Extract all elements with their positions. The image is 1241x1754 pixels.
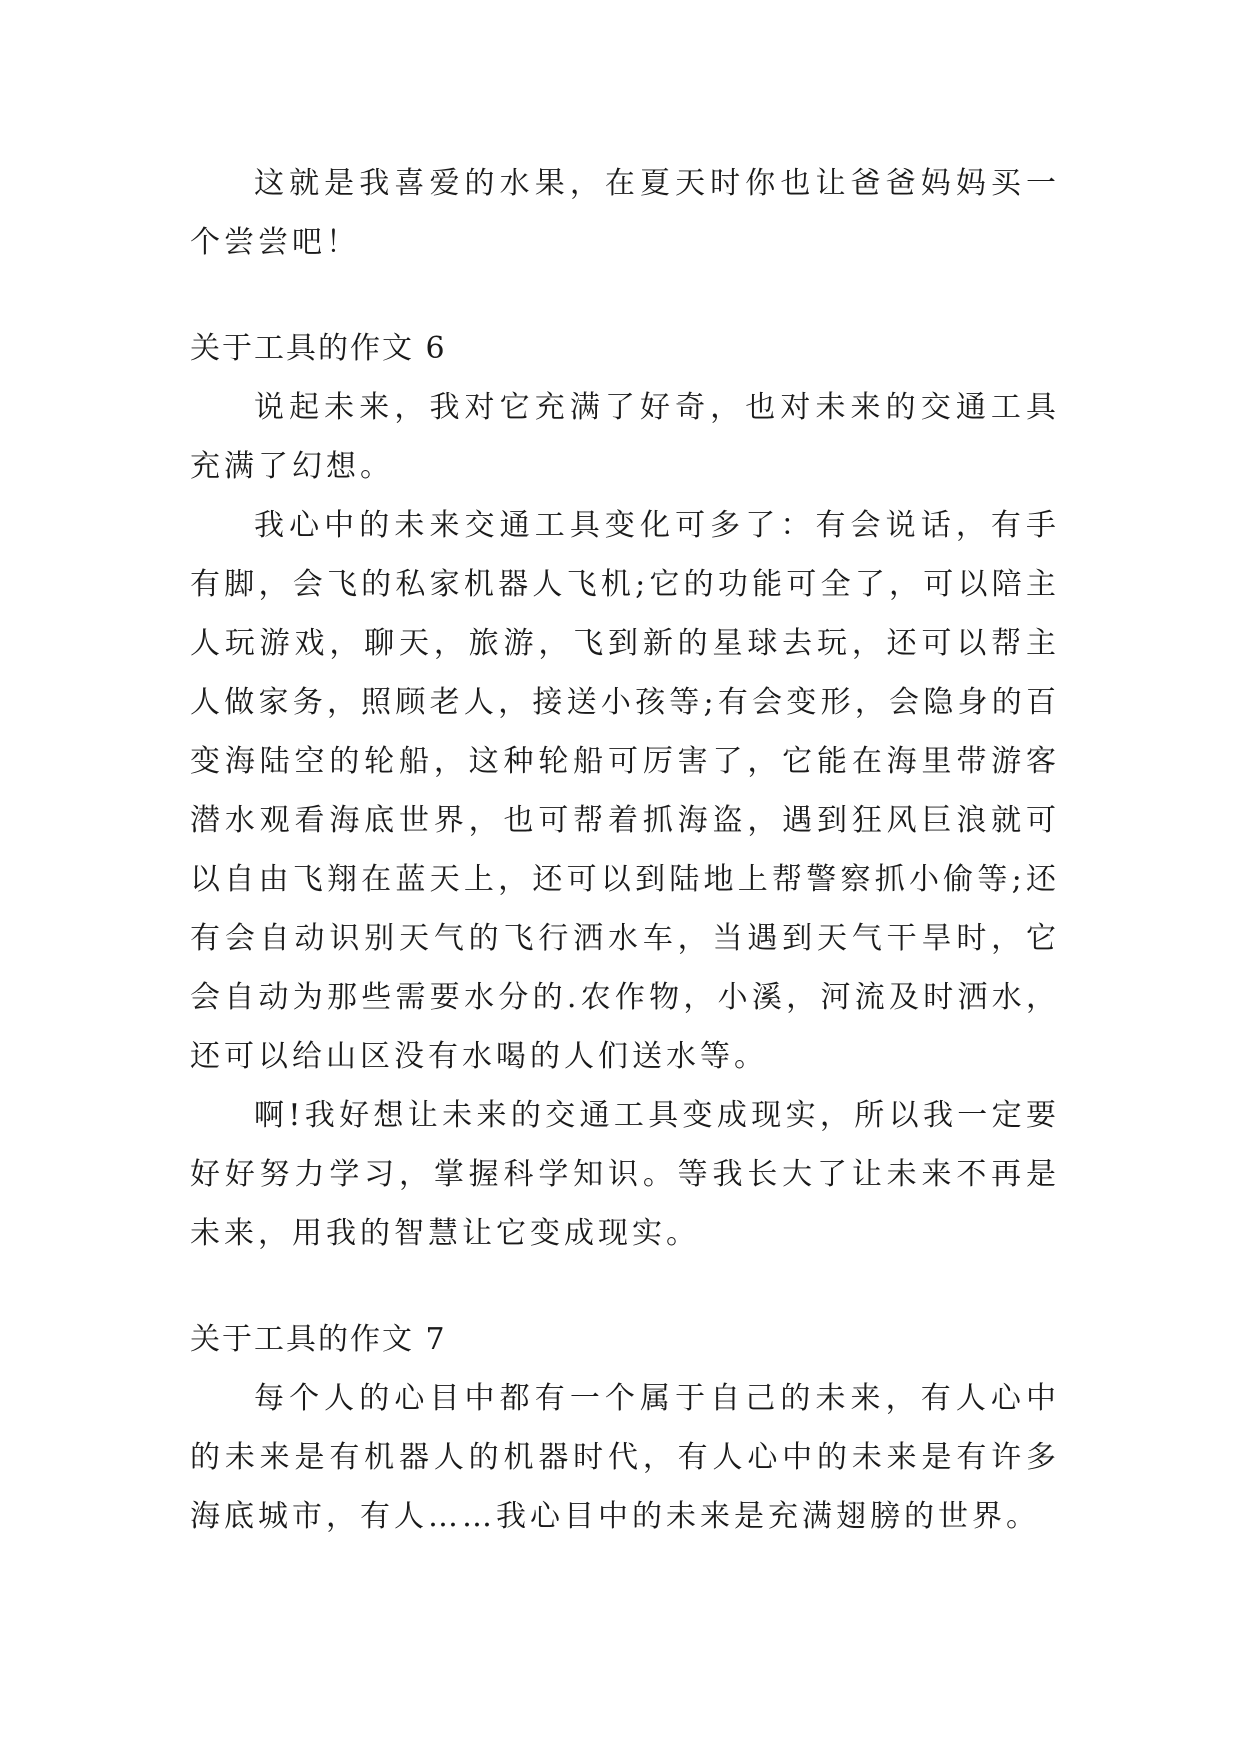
section-gap	[190, 1263, 1060, 1310]
document-body	[190, 154, 1060, 1546]
essay-6-paragraph-2: 我心中的未来交通工具变化可多了：有会说话，有手有脚，会飞的私家机器人飞机;它的功能可全了，可以陪主人玩游戏，聊天，旅游，飞到新的星球去玩，还可以帮主人做家务，照顾老人，接送小孩等;有会变形，会隐身的百变海陆空的轮船，这种轮船可厉害了，它能在海里带游客潜水观看海底世界，也可帮着抓海盗，遇到狂风巨浪就可以自由飞翔在蓝天上，还可以到陆地上帮警察抓小偷等;还有会自动识别天气的飞行洒水车，当遇到天气干旱时，它会自动为那些需要水分的.农作物，小溪，河流及时洒水，还可以给山区没有水喝的人们送水等。	[190, 508, 1060, 1074]
essay-6-paragraph-1: 说起未来，我对它充满了好奇，也对未来的交通工具充满了幻想。	[190, 390, 1060, 484]
section-gap	[190, 272, 1060, 319]
essay-7-paragraph-1: 每个人的心目中都有一个属于自己的未来，有人心中的未来是有机器人的机器时代，有人心中的未来是有许多海底城市，有人……我心目中的未来是充满翅膀的世界。	[190, 1381, 1060, 1534]
essay-7-heading: 关于工具的作文 7	[190, 1322, 447, 1357]
essay-6-paragraph-3: 啊!我好想让未来的交通工具变成现实，所以我一定要好好努力学习，掌握科学知识。等我长大了让未来不再是未来，用我的智慧让它变成现实。	[190, 1098, 1060, 1251]
essay-6-heading: 关于工具的作文 6	[190, 331, 447, 366]
paragraph-fruit-ending: 这就是我喜爱的水果，在夏天时你也让爸爸妈妈买一个尝尝吧！	[190, 166, 1060, 260]
